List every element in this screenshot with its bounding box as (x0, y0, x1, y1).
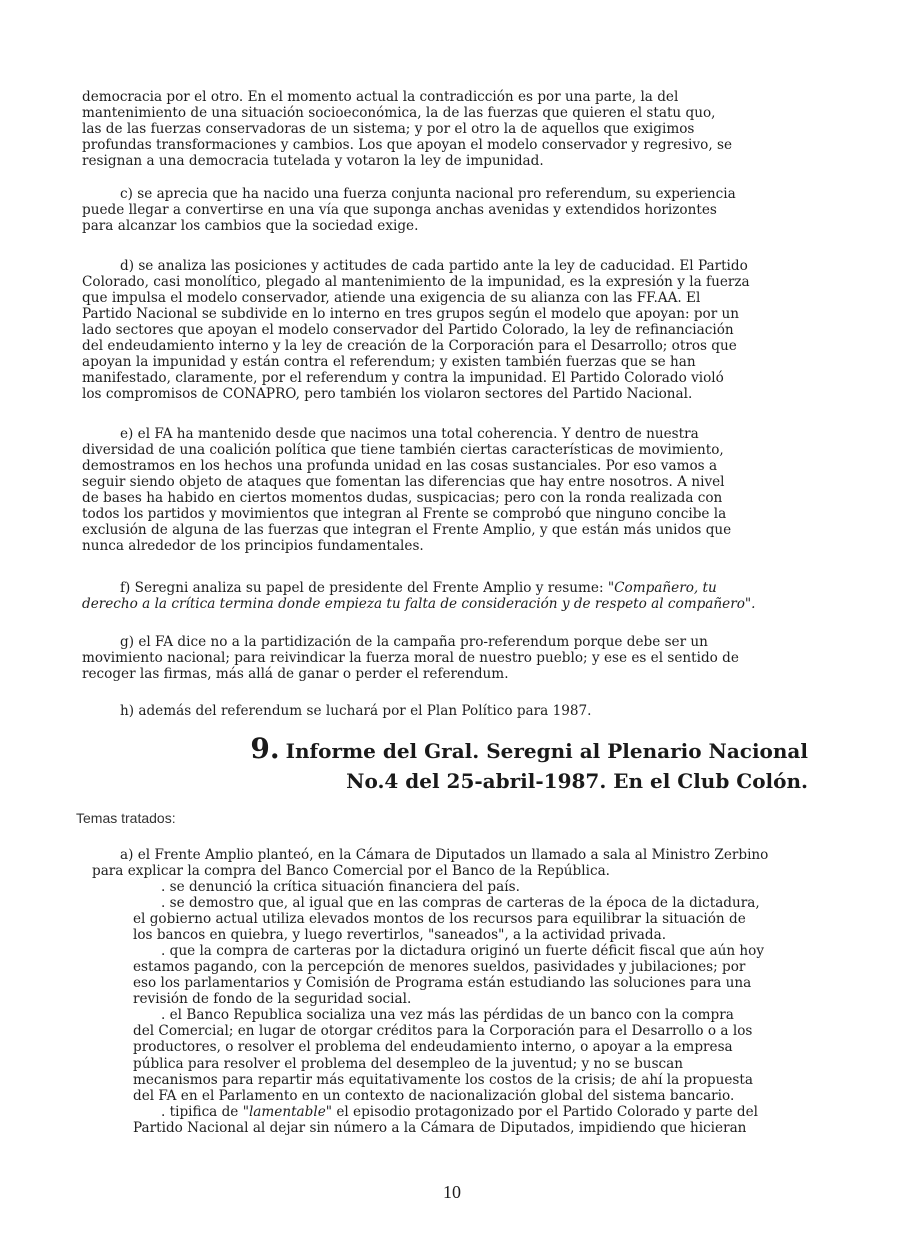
page-number: 10 (443, 1182, 461, 1202)
section-number: 9. (250, 732, 280, 765)
text-line: c) se aprecia que ha nacido una fuerza conjunta nacional pro referendum, su experiencia (120, 186, 736, 202)
quote-text: derecho a la crítica termina donde empieza tu falta de consideración y de respeto al compañero". (82, 596, 756, 613)
text-line: resignan a una democracia tutelada y votaron la ley de impunidad. (82, 153, 544, 170)
bullet-line: . se demostro que, al igual que en las compras de carteras de la época de la dictadura, (161, 895, 760, 912)
text-line: demostramos en los hechos una profunda unidad en las cosas sustanciales. Por eso vamos a (82, 458, 718, 475)
bullet-line: productores, o resolver el problema del endeudamiento interno, o apoyar a la empresa (133, 1039, 733, 1056)
bullet-line: mecanismos para repartir más equitativamente los costos de la crisis; de ahí la propuesta (133, 1071, 753, 1088)
bullet-line: . se denunció la crítica situación financiera del país. (161, 879, 520, 895)
paragraph-f (82, 580, 755, 612)
text-line: las de las fuerzas conservadoras de un sistema; y por el otro la de aquellos que exigimos (82, 121, 695, 138)
heading-text: Informe del Gral. Seregni al Plenario Nacional (285, 739, 808, 763)
text-line: democracia por el otro. En el momento actual la contradicción es por una parte, la del (82, 89, 679, 105)
bullet-line: del FA en el Parlamento en un contexto de nacionalización global del sistema bancario. (133, 1087, 735, 1104)
bullet-line: Partido Nacional al dejar sin número a la Cámara de Diputados, impidiendo que hicieran (133, 1119, 747, 1136)
topics-label: Temas tratados: (76, 810, 176, 826)
text-line: los compromisos de CONAPRO, pero también los violaron sectores del Partido Nacional. (82, 386, 693, 403)
text-line: d) se analiza las posiciones y actitudes de cada partido ante la ley de caducidad. El Partido (120, 258, 748, 274)
bullet-line: revisión de fondo de la seguridad social. (133, 991, 412, 1008)
paragraph-g (82, 634, 739, 682)
text-line: del endeudamiento interno y la ley de creación de la Corporación para el Desarrollo; otros que (82, 338, 737, 355)
text-line: mantenimiento de una situación socioeconómica, la de las fuerzas que quieren el statu quo, (82, 105, 716, 122)
text-line: todos los partidos y movimientos que integran al Frente se comprobó que ninguno concibe la (82, 506, 727, 523)
text-line: e) el FA ha mantenido desde que nacimos una total coherencia. Y dentro de nuestra (120, 426, 699, 442)
paragraph-d (82, 258, 750, 402)
text-line: puede llegar a convertirse en una vía que suponga anchas avenidas y extendidos horizontes (82, 202, 717, 219)
heading-line: No.4 del 25-abril-1987. En el Club Colón. (346, 769, 808, 793)
text-line: Colorado, casi monolítico, plegado al mantenimiento de la impunidad, es la expresión y la fuerza (82, 274, 750, 291)
text-fragment: f) Seregni analiza su papel de presidente del Frente Amplio y resume: (120, 580, 608, 596)
bullet-line (133, 1104, 764, 1120)
text-line: diversidad de una coalición política que tiene también ciertas características de movimiento, (82, 442, 724, 459)
bullet-line: del Comercial; en lugar de otorgar créditos para la Corporación para el Desarrollo o a los (133, 1023, 753, 1040)
text-line: recoger las firmas, más allá de ganar o perder el referendum. (82, 666, 509, 683)
text-fragment: el episodio protagonizado por el Partido Colorado y parte del (332, 1103, 758, 1120)
bullet-line: eso los parlamentarios y Comisión de Programa están estudiando las soluciones para una (133, 975, 752, 992)
text-line: manifestado, claramente, por el referendum y contra la impunidad. El Partido Colorado violó (82, 370, 724, 387)
text-line: profundas transformaciones y cambios. Los que apoyan el modelo conservador y regresivo, se (82, 137, 733, 154)
paragraph-e (82, 426, 731, 554)
bullet-line: los bancos en quiebra, y luego revertirlos, "saneados", a la actividad privada. (133, 927, 667, 944)
bullet-line: estamos pagando, con la percepción de menores sueldos, pasividades y jubilaciones; por (133, 959, 746, 976)
bullet-line: pública para resolver el problema del desempleo de la juventud; y no se buscan (133, 1055, 684, 1072)
text-line: para alcanzar los cambios que la sociedad exige. (82, 218, 419, 235)
text-line: que impulsa el modelo conservador, atiende una exigencia de su alianza con las FF.AA. El (82, 290, 701, 307)
text-line: de bases ha habido en ciertos momentos dudas, suspicacias; pero con la ronda realizada con (82, 490, 723, 507)
bullet-list (133, 879, 764, 1136)
text-line: apoyan la impunidad y están contra el referendum; y existen también fuerzas que se han (82, 354, 696, 371)
paragraph-a (92, 847, 768, 879)
text-line (82, 580, 755, 596)
text-line: exclusión de alguna de las fuerzas que integran el Frente Amplio, y que están más unidos que (82, 522, 732, 539)
text-line: a) el Frente Amplio planteó, en la Cámara de Diputados un llamado a sala al Ministro Zerbino (120, 847, 769, 863)
text-line: Partido Nacional se subdivide en lo interno en tres grupos según el modelo que apoyan: por un (82, 306, 740, 323)
text-line: para explicar la compra del Banco Comercial por el Banco de la República. (92, 863, 610, 880)
section-heading (250, 734, 808, 796)
text-line: lado sectores que apoyan el modelo conservador del Partido Colorado, la ley de refinanciación (82, 322, 734, 339)
text-line: h) además del referendum se luchará por el Plan Político para 1987. (120, 703, 592, 719)
paragraph-intro (82, 89, 732, 169)
quote-text: "lamentable" (242, 1103, 332, 1120)
bullet-line: . el Banco Republica socializa una vez más las pérdidas de un banco con la compra (161, 1007, 734, 1024)
text-line (82, 596, 755, 612)
text-line: movimiento nacional; para reivindicar la fuerza moral de nuestro pueblo; y ese es el sentido de (82, 650, 739, 667)
bullet-line: el gobierno actual utiliza elevados montos de los recursos para equilibrar la situación de (133, 911, 746, 928)
heading-line (250, 734, 808, 766)
text-fragment: . tipifica de (161, 1103, 243, 1120)
text-line: seguir siendo objeto de ataques que fomentan las diferencias que hay entre nosotros. A nivel (82, 474, 725, 491)
paragraph-c (82, 186, 736, 234)
quote-text: "Compañero, tu (607, 580, 717, 596)
paragraph-h (120, 703, 592, 719)
text-line: g) el FA dice no a la partidización de la campaña pro-referendum porque debe ser un (120, 634, 708, 650)
bullet-line: . que la compra de carteras por la dictadura originó un fuerte déficit fiscal que aún hoy (161, 943, 765, 960)
text-line: nunca alrededor de los principios fundamentales. (82, 538, 424, 555)
